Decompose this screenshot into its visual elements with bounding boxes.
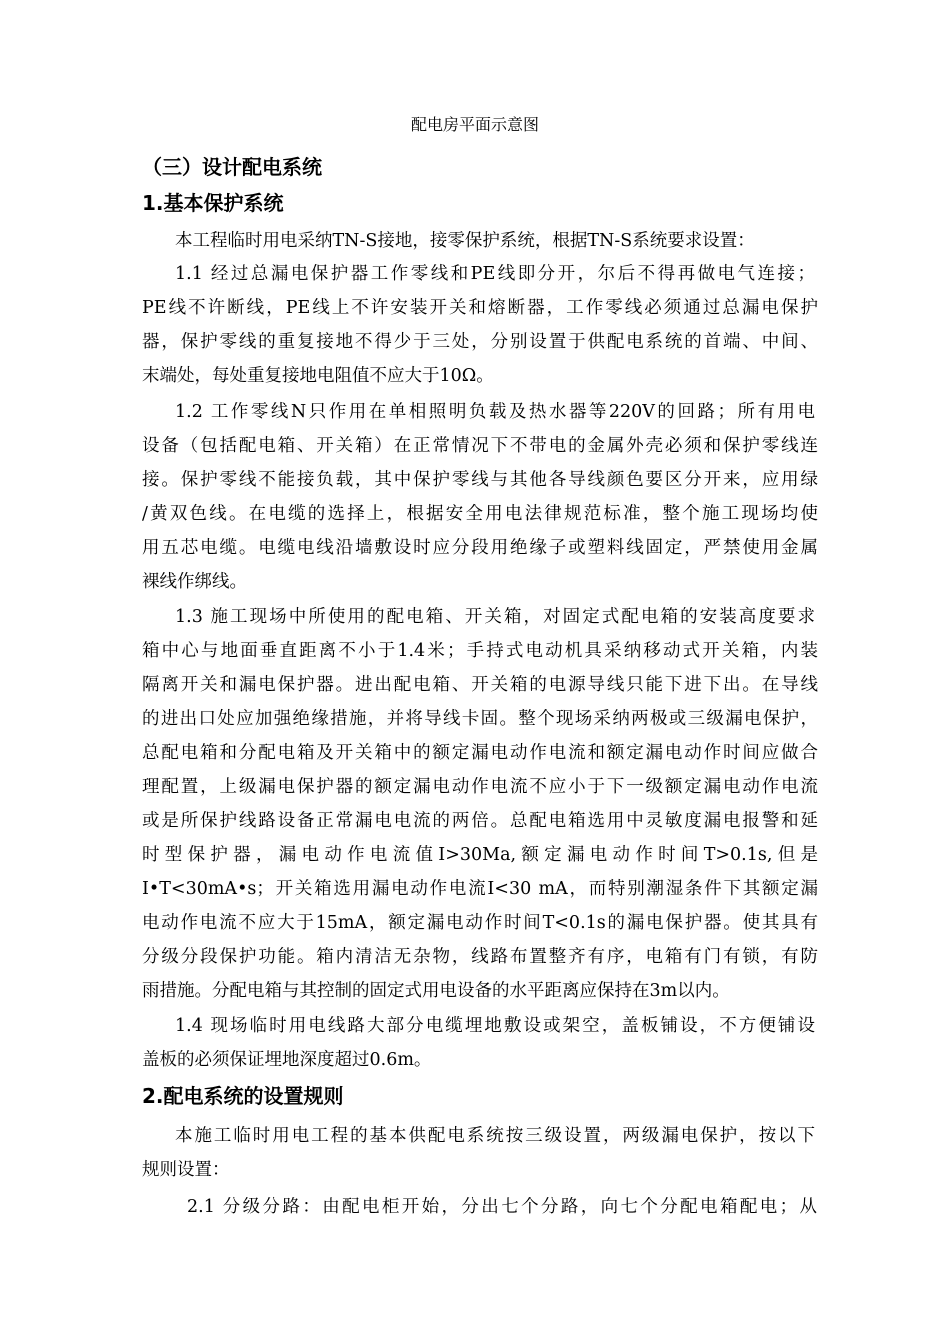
paragraph-line: 器，保护零线的重复接地不得少于三处，分别设置于供配电系统的首端、中间、 bbox=[142, 332, 818, 352]
paragraph-line: 裸线作绑线。 bbox=[142, 572, 247, 592]
paragraph-line: 电动作电流不应大于15mA，额定漏电动作时间T<0.1s的漏电保护器。使其具有 bbox=[142, 913, 818, 933]
paragraph-line: 的进出口处应加强绝缘措施，并将导线卡固。整个现场采纳两极或三级漏电保护， bbox=[142, 709, 818, 729]
paragraph-line: 规则设置： bbox=[142, 1160, 230, 1180]
heading-distribution-rules: 2.配电系统的设置规则 bbox=[142, 1084, 344, 1108]
paragraph-line: 2.1 分级分路：由配电柜开始，分出七个分路，向七个分配电箱配电；从 bbox=[187, 1197, 817, 1217]
section-title: （三）设计配电系统 bbox=[142, 155, 322, 179]
paragraph-line: I•T<30mA•s；开关箱选用漏电动作电流I<30 mA，而特别潮湿条件下其额定漏 bbox=[142, 879, 818, 899]
paragraph-line: 隔离开关和漏电保护器。进出配电箱、开关箱的电源导线只能下进下出。在导线 bbox=[142, 675, 818, 695]
paragraph-line: 末端处，每处重复接地电阻值不应大于10Ω。 bbox=[142, 366, 494, 386]
heading-basic-protection: 1.基本保护系统 bbox=[142, 191, 284, 215]
paragraph-line: 1.2 工作零线N只作用在单相照明负载及热水器等220V的回路；所有用电 bbox=[175, 402, 815, 422]
paragraph-line: 1.1 经过总漏电保护器工作零线和PE线即分开，尔后不得再做电气连接； bbox=[175, 264, 815, 284]
paragraph-line: 接。保护零线不能接负载，其中保护零线与其他各导线颜色要区分开来，应用绿 bbox=[142, 470, 818, 490]
paragraph-line: 1.4 现场临时用电线路大部分电缆埋地敷设或架空，盖板铺设，不方便铺设 bbox=[175, 1016, 815, 1036]
paragraph-line: PE线不许断线，PE线上不许安装开关和熔断器，工作零线必须通过总漏电保护 bbox=[142, 298, 818, 318]
paragraph-line: 分级分段保护功能。箱内清洁无杂物，线路布置整齐有序，电箱有门有锁，有防 bbox=[142, 947, 818, 967]
paragraph-line: 本工程临时用电采纳TN-S接地，接零保护系统，根据TN-S系统要求设置： bbox=[175, 231, 755, 251]
paragraph-line: 总配电箱和分配电箱及开关箱中的额定漏电动作电流和额定漏电动作时间应做合 bbox=[142, 743, 818, 763]
paragraph-line: 雨措施。分配电箱与其控制的固定式用电设备的水平距离应保持在3m以内。 bbox=[142, 981, 730, 1001]
figure-caption: 配电房平面示意图 bbox=[410, 115, 539, 134]
paragraph-line: 盖板的必须保证埋地深度超过0.6m。 bbox=[142, 1050, 432, 1070]
paragraph-line: 本施工临时用电工程的基本供配电系统按三级设置，两级漏电保护，按以下 bbox=[175, 1126, 815, 1146]
paragraph-line: 或是所保护线路设备正常漏电电流的两倍。总配电箱选用中灵敏度漏电报警和延 bbox=[142, 811, 818, 831]
paragraph-line: 1.3 施工现场中所使用的配电箱、开关箱，对固定式配电箱的安装高度要求 bbox=[175, 607, 815, 627]
paragraph-line: 用五芯电缆。电缆电线沿墙敷设时应分段用绝缘子或塑料线固定，严禁使用金属 bbox=[142, 538, 818, 558]
paragraph-line: 理配置，上级漏电保护器的额定漏电动作电流不应小于下一级额定漏电动作电流 bbox=[142, 777, 818, 797]
paragraph-line: /黄双色线。在电缆的选择上，根据安全用电法律规范标准，整个施工现场均使 bbox=[142, 504, 818, 524]
paragraph-line: 时型保护器，漏电动作电流值I>30Ma,额定漏电动作时间T>0.1s,但是 bbox=[142, 845, 818, 865]
paragraph-line: 设备（包括配电箱、开关箱）在正常情况下不带电的金属外壳必须和保护零线连 bbox=[142, 436, 818, 456]
paragraph-line: 箱中心与地面垂直距离不小于1.4米；手持式电动机具采纳移动式开关箱，内装 bbox=[142, 641, 818, 661]
